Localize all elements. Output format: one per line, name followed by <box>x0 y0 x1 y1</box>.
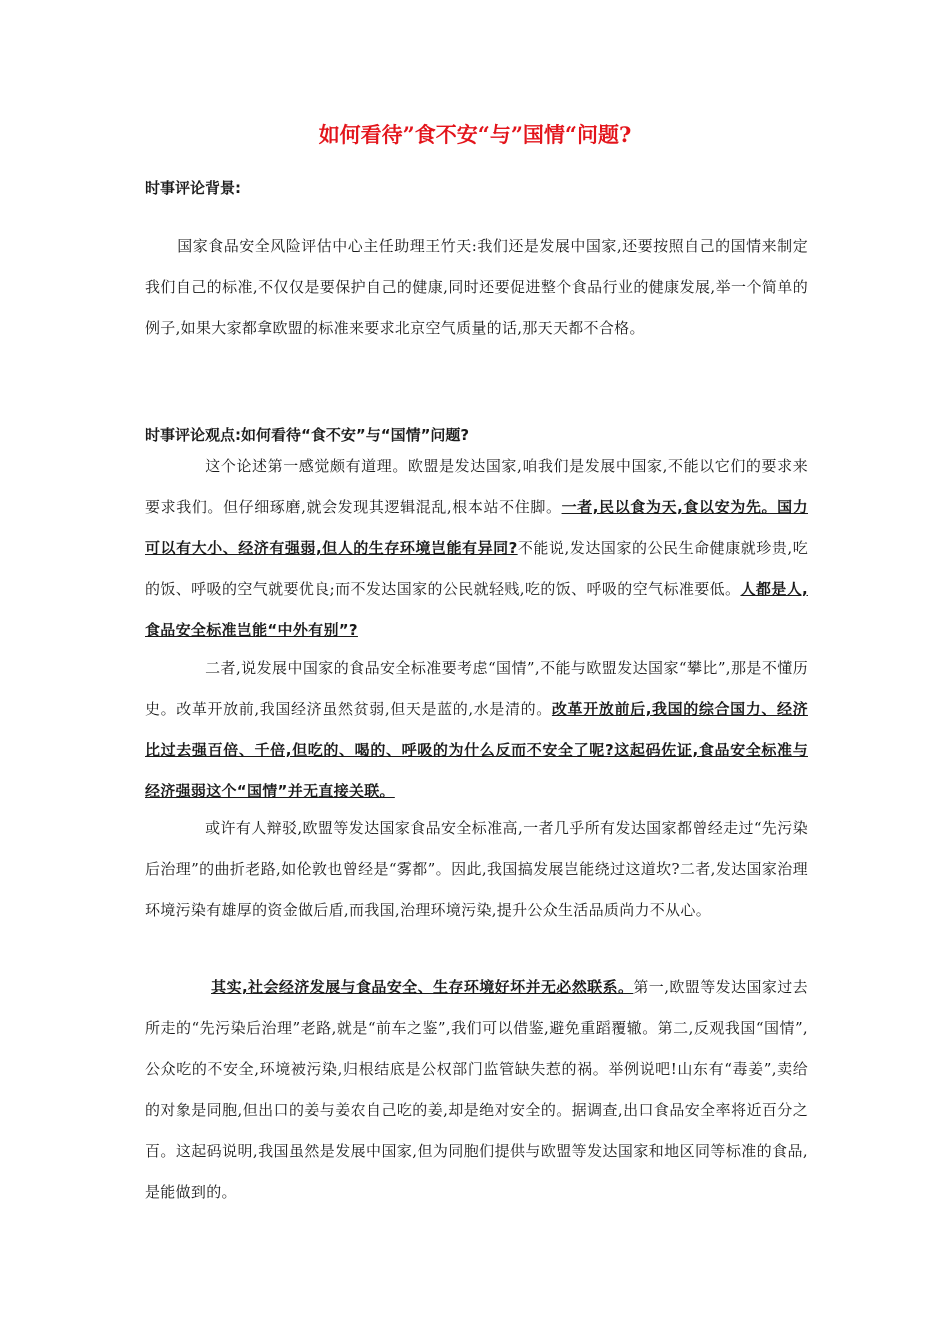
paragraph-4 <box>145 967 808 1213</box>
paragraph-2 <box>145 648 808 812</box>
background-heading: 时事评论背景: <box>145 179 241 197</box>
paragraph-4-emphasis: 其实,社会经济发展与食品安全、生存环境好坏并无必然联系。 <box>211 978 634 996</box>
paragraph-2-text: 二者,说发展中国家的食品安全标准要考虑“国情”,不能与欧盟发达国家“攀比”,那是不懂历史。改革开放前,我国经济虽然贫弱,但天是蓝的,水是清的。 <box>145 659 808 718</box>
paragraph-4-text: 第一,欧盟等发达国家过去所走的“先污染后治理”老路,就是“前车之鉴”,我们可以借鉴,避免重蹈覆辙。第二,反观我国“国情”,公众吃的不安全,环境被污染,归根结底是公权部门监管缺失惹的祸。举例说吧!山东有“毒姜”,卖给的对象是同胞,但出口的姜与姜农自己吃的姜,却是绝对安全的。据调查,出口食品安全率将近百分之百。这起码说明,我国虽然是发展中国家,但为同胞们提供与欧盟等发达国家和地区同等标准的食品,是能做到的。 <box>145 978 808 1201</box>
paragraph-1 <box>145 446 808 651</box>
background-text: 国家食品安全风险评估中心主任助理王竹天:我们还是发展中国家,还要按照自己的国情来制定我们自己的标准,不仅仅是要保护自己的健康,同时还要促进整个食品行业的健康发展,举一个简单的例子,如果大家都拿欧盟的标准来要求北京空气质量的话,那天天都不合格。 <box>145 237 808 337</box>
paragraph-3 <box>145 808 808 931</box>
paragraph-1-emphasis-b: 人都是人,食品安全标准岂能“中外有别”? <box>145 580 808 639</box>
paragraph-1-text-b: 不能说,发达国家的公民生命健康就珍贵,吃的饭、呼吸的空气就要优良;而不发达国家的公民就轻贱,吃的饭、呼吸的空气标准要低。 <box>145 539 808 598</box>
paragraph-1-emphasis-a: 一者,民以食为天,食以安为先。国力可以有大小、经济有强弱,但人的生存环境岂能有异同? <box>145 498 808 557</box>
paragraph-1-text-a: 这个论述第一感觉颇有道理。欧盟是发达国家,咱我们是发展中国家,不能以它们的要求来要求我们。但仔细琢磨,就会发现其逻辑混乱,根本站不住脚。 <box>145 457 808 516</box>
viewpoint-heading: 时事评论观点:如何看待“食不安”与“国情”问题? <box>145 426 470 444</box>
background-paragraph <box>145 226 808 349</box>
paragraph-3-text: 或许有人辩驳,欧盟等发达国家食品安全标准高,一者几乎所有发达国家都曾经走过“先污染后治理”的曲折老路,如伦敦也曾经是“雾都”。因此,我国搞发展岂能绕过这道坎?二者,发达国家治理环境污染有雄厚的资金做后盾,而我国,治理环境污染,提升公众生活品质尚力不从心。 <box>145 819 808 919</box>
paragraph-2-emphasis: 改革开放前后,我国的综合国力、经济比过去强百倍、千倍,但吃的、喝的、呼吸的为什么反而不安全了呢?这起码佐证,食品安全标准与经济强弱这个“国情”并无直接关联。 <box>145 700 808 800</box>
page-title: 如何看待”食不安“与”国情“问题? <box>318 122 632 147</box>
